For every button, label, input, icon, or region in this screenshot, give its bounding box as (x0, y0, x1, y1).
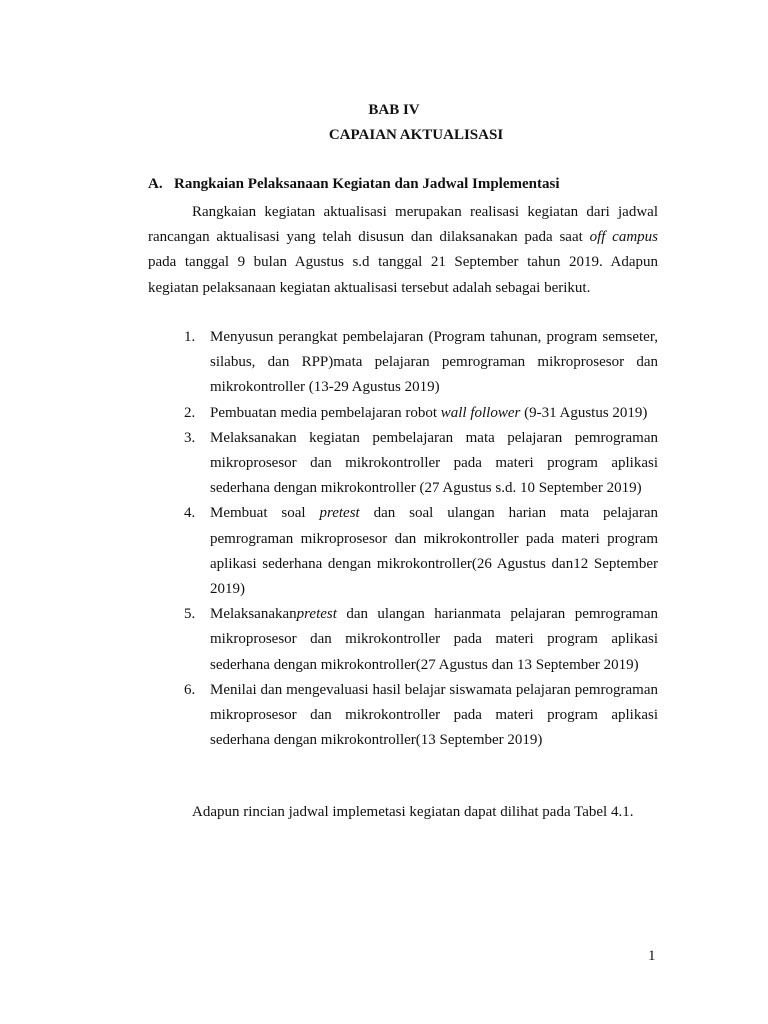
section-letter: A. (148, 176, 163, 192)
page-number: 1 (648, 948, 656, 964)
intro-text-part1: Rangkaian kegiatan aktualisasi merupakan realisasi kegiatan dari jadwal rancangan aktualisasi yang telah disusun dan dilaksanakan pada saat (148, 204, 658, 246)
chapter-subtitle: CAPAIAN AKTUALISASI (328, 127, 504, 143)
list-item-italic: pretest (296, 606, 337, 623)
list-item-text: Menilai dan mengevaluasi hasil belajar siswamata pelajaran pemrograman mikroprosesor dan mikrokontroller pada materi program aplikasi sederhana dengan mikrokontroller(13 September 2019) (210, 681, 658, 749)
list-item-number: 4. (184, 505, 196, 522)
closing-paragraph: Adapun rincian jadwal implemetasi kegiatan dapat dilihat pada Tabel 4.1. (192, 804, 634, 820)
list-item (184, 602, 658, 678)
intro-text-part2: pada tanggal 9 bulan Agustus s.d tanggal 21 September tahun 2019. Adapun kegiatan pelaksanaan kegiatan aktualisasi tersebut adalah sebagai berikut. (148, 254, 658, 296)
list-item (184, 401, 658, 426)
intro-paragraph (148, 200, 658, 301)
list-item-number: 1. (184, 329, 196, 345)
list-item-text-post: (9-31 Agustus 2019) (520, 404, 648, 421)
list-item-text: Membuat soal (210, 505, 320, 522)
list-item-italic: pretest (319, 505, 360, 522)
intro-italic-term: off campus (589, 229, 658, 246)
list-item-text: Melaksanakan kegiatan pembelajaran mata pelajaran pemrograman mikroprosesor dan mikrokontroller pada materi program aplikasi sederhana dengan mikrokontroller (27 Agustus s.d. 10 September 2019) (210, 429, 658, 497)
list-item-text: Melaksanakan (210, 606, 297, 623)
list-item-number: 5. (184, 606, 196, 623)
list-item (184, 501, 658, 602)
list-item (184, 325, 658, 401)
list-item-number: 2. (184, 404, 196, 421)
list-item-text: Pembuatan media pembelajaran robot (210, 404, 441, 421)
section-heading-text: Rangkaian Pelaksanaan Kegiatan dan Jadwal Implementasi (174, 176, 560, 192)
list-item-number: 3. (184, 429, 196, 446)
list-item-text-post: dan ulangan harianmata pelajaran pemrograman mikroprosesor dan mikrokontroller pada materi program aplikasi sederhana dengan mikrokontroller(27 Agustus dan 13 September 2019) (210, 606, 658, 673)
list-item (184, 678, 658, 754)
activity-list (184, 325, 658, 753)
list-item-number: 6. (184, 681, 196, 698)
chapter-title: BAB IV (368, 102, 420, 118)
list-item-text-post: dan soal ulangan harian mata pelajaran pemrograman mikroprosesor dan mikrokontroller pada materi program aplikasi sederhana dengan mikrokontroller(26 Agustus dan12 September 2019) (210, 505, 658, 598)
list-item (184, 426, 658, 502)
list-item-italic: wall follower (440, 404, 521, 421)
list-item-text: Menyusun perangkat pembelajaran (Program tahunan, program semseter, silabus, dan RPP)mata pelajaran pemrograman mikroprosesor dan mikrokontroller (13-29 Agustus 2019) (210, 329, 658, 396)
section-heading (148, 176, 559, 193)
